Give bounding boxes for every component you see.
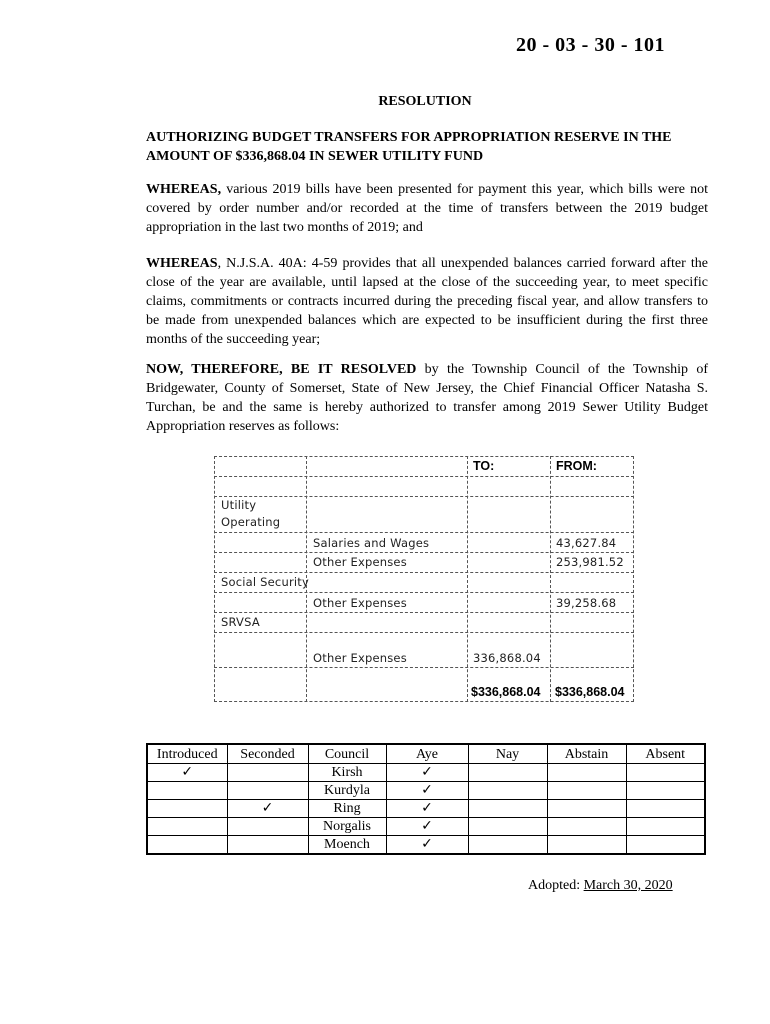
table-row-line (214, 592, 634, 593)
aye-check-mark: ✓ (386, 782, 468, 800)
resolution-title: RESOLUTION (378, 94, 472, 109)
aye-check-mark: ✓ (386, 818, 468, 836)
salaries-label: Salaries and Wages (313, 536, 430, 550)
srvsa-label: SRVSA (221, 615, 260, 629)
introduced-cell (147, 782, 227, 800)
paragraph-lead: WHEREAS (146, 256, 218, 271)
seconded-cell (227, 764, 308, 782)
abstain-cell (547, 800, 626, 818)
table-divider (467, 456, 468, 702)
table-divider (550, 456, 551, 702)
table-row (147, 836, 705, 855)
operating-label: Operating (221, 515, 281, 529)
council-member-name: Kirsh (308, 764, 386, 782)
table-border (633, 456, 634, 702)
abstain-cell (547, 764, 626, 782)
abstain-header: Abstain (547, 744, 626, 764)
whereas-paragraph-1 (146, 180, 708, 237)
abstain-cell (547, 836, 626, 855)
table-row-line (214, 496, 634, 497)
seconded-header: Seconded (227, 744, 308, 764)
table-row-line (214, 612, 634, 613)
paragraph-text: by the Township Council of the Township of Bridgewater, County of Somerset, State of New Jersey, the Chief Financial Officer Natasha S. Turchan, be and the same is hereby authorized to transfer among 2019 Sewer Utility Budget Appropriation reserves as follows: (146, 362, 708, 434)
nay-cell (468, 764, 547, 782)
council-header: Council (308, 744, 386, 764)
abstain-cell (547, 782, 626, 800)
abstain-cell (547, 818, 626, 836)
other-expenses-from-amount: 39,258.68 (556, 596, 617, 610)
aye-header: Aye (386, 744, 468, 764)
to-header: TO: (473, 459, 495, 473)
nay-cell (468, 818, 547, 836)
seconded-cell (227, 782, 308, 800)
table-row-line (214, 552, 634, 553)
adopted-date: March 30, 2020 (583, 878, 673, 893)
absent-header: Absent (626, 744, 705, 764)
table-row (147, 800, 705, 818)
paragraph-lead: NOW, THEREFORE, BE IT RESOLVED (146, 362, 417, 377)
vote-table-header-row (147, 744, 705, 764)
council-member-name: Norgalis (308, 818, 386, 836)
table-border (214, 456, 634, 457)
absent-cell (626, 800, 705, 818)
seconded-check-mark: ✓ (227, 800, 308, 818)
resolved-paragraph (146, 360, 708, 436)
other-expenses-from-amount: 253,981.52 (556, 555, 624, 569)
council-member-name: Ring (308, 800, 386, 818)
other-expenses-label: Other Expenses (313, 555, 407, 569)
adopted-line (528, 878, 673, 894)
paragraph-text: various 2019 bills have been presented for payment this year, which bills were not covered by order number and/or recorded at the time of transfers between the 2019 budget appropriation in the last two months of 2019; and (146, 182, 708, 235)
other-expenses-to-amount: 336,868.04 (473, 651, 541, 665)
paragraph-text: , N.J.S.A. 40A: 4-59 provides that all unexpended balances carried forward after the close of the year are available, until lapsed at the close of the succeeding year, to meet specific claims, commitments or contracts incurred during the preceding fiscal year, and allow transfers to be made from unexpended balances which are expected to be insufficient during the first three months of the succeeding year; (146, 256, 708, 347)
absent-cell (626, 782, 705, 800)
salaries-from-amount: 43,627.84 (556, 536, 617, 550)
introduced-cell (147, 836, 227, 855)
seconded-cell (227, 818, 308, 836)
resolution-heading: AUTHORIZING BUDGET TRANSFERS FOR APPROPRIATION RESERVE IN THE AMOUNT OF $336,868.04 IN SEWER UTILITY FUND (146, 130, 672, 164)
paragraph-lead: WHEREAS, (146, 182, 222, 197)
council-member-name: Moench (308, 836, 386, 855)
total-from-amount: $336,868.04 (555, 685, 625, 699)
utility-label: Utility (221, 498, 257, 512)
table-border (214, 701, 634, 702)
table-row-line (214, 532, 634, 533)
introduced-cell (147, 818, 227, 836)
nay-header: Nay (468, 744, 547, 764)
nay-cell (468, 836, 547, 855)
introduced-check-mark: ✓ (147, 764, 227, 782)
adopted-label: Adopted: (528, 878, 584, 893)
absent-cell (626, 836, 705, 855)
other-expenses-label: Other Expenses (313, 651, 407, 665)
table-row (147, 782, 705, 800)
table-border (214, 456, 215, 702)
nay-cell (468, 782, 547, 800)
budget-transfer-table (214, 456, 634, 702)
table-row (147, 764, 705, 782)
seconded-cell (227, 836, 308, 855)
aye-check-mark: ✓ (386, 836, 468, 855)
total-to-amount: $336,868.04 (471, 685, 541, 699)
absent-cell (626, 818, 705, 836)
introduced-header: Introduced (147, 744, 227, 764)
absent-cell (626, 764, 705, 782)
other-expenses-label: Other Expenses (313, 596, 407, 610)
table-row-line (214, 632, 634, 633)
table-row-line (214, 476, 634, 477)
table-row (147, 818, 705, 836)
aye-check-mark: ✓ (386, 764, 468, 782)
table-row-line (214, 572, 634, 573)
whereas-paragraph-2 (146, 254, 708, 349)
council-member-name: Kurdyla (308, 782, 386, 800)
document-number: 20 - 03 - 30 - 101 (516, 34, 665, 56)
introduced-cell (147, 800, 227, 818)
table-row-line (214, 667, 634, 668)
social-security-label: Social Security (221, 575, 309, 589)
vote-table (146, 743, 706, 855)
aye-check-mark: ✓ (386, 800, 468, 818)
nay-cell (468, 800, 547, 818)
from-header: FROM: (556, 459, 597, 473)
